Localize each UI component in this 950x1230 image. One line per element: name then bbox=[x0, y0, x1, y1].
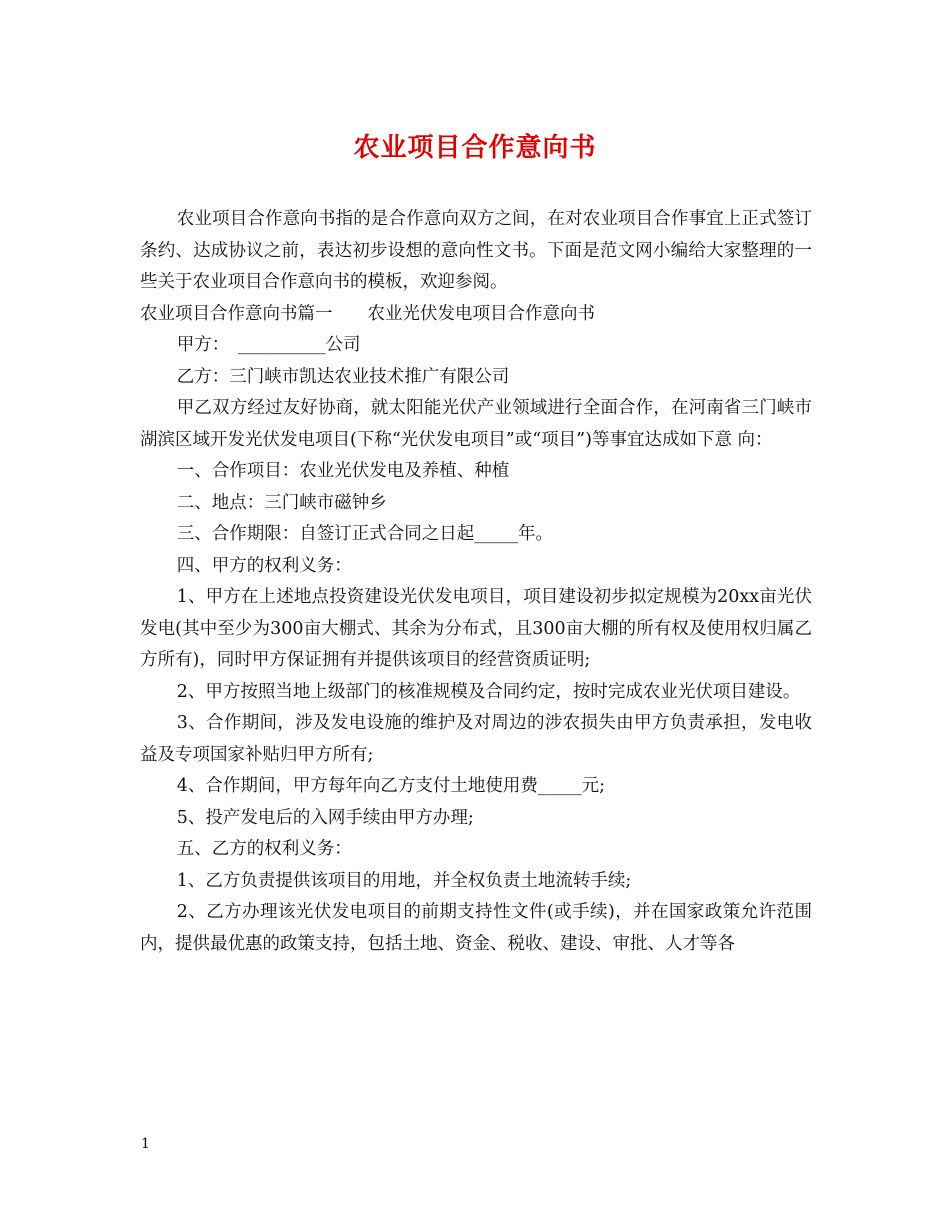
clause-4-item-2: 2、甲方按照当地上级部门的核准规模及合同约定，按时完成农业光伏项目建设。 bbox=[176, 681, 801, 702]
section-heading: 农业项目合作意向书篇一 农业光伏发电项目合作意向书 bbox=[140, 303, 595, 324]
clause-5-item-1: 1、乙方负责提供该项目的用地，并全权负责土地流转手续; bbox=[176, 870, 632, 891]
party-b-line: 乙方：三门峡市凯达农业技术推广有限公司 bbox=[176, 366, 510, 387]
clause-4-item-5: 5、投产发电后的入网手续由甲方办理; bbox=[176, 807, 474, 828]
document-body bbox=[140, 204, 812, 960]
intro-paragraph: 农业项目合作意向书指的是合作意向双方之间，在对农业项目合作事宜上正式签订条约、达成协议之前，表达初步设想的意向性文书。下面是范文网小编给大家整理的一些关于农业项目合作意向书的模板，欢迎参阅。 bbox=[140, 209, 812, 292]
clause-5-heading: 五、乙方的权利义务： bbox=[176, 839, 352, 859]
clause-4-heading: 四、甲方的权利义务： bbox=[176, 555, 352, 576]
clause-5-item-2: 2、乙方办理该光伏发电项目的前期支持性文件(或手续)，并在国家政策允许范围内，提供最优惠的政策支持，包括土地、资金、税收、建设、审批、人才等各 bbox=[140, 902, 812, 954]
agreement-paragraph: 甲乙双方经过友好协商，就太阳能光伏产业领域进行全面合作，在河南省三门峡市湖滨区域开发光伏发电项目(下称“光伏发电项目”或“项目”)等事宜达成如下意 向： bbox=[140, 398, 812, 450]
clause-4-item-1: 1、甲方在上述地点投资建设光伏发电项目，项目建设初步拟定规模为20xx亩光伏发电(其中至少为300亩大棚式、其余为分布式，且300亩大棚的所有权及使用权归属乙方所有)，同时甲方保证拥有并提供该项目的经营资质证明; bbox=[140, 587, 812, 670]
page-number: 1 bbox=[141, 1136, 150, 1152]
clause-3: 三、合作期限：自签订正式合同之日起_____年。 bbox=[176, 524, 553, 544]
clause-4-item-3: 3、合作期间，涉及发电设施的维护及对周边的涉农损失由甲方负责承担，发电收益及专项国家补贴归甲方所有; bbox=[140, 713, 812, 765]
party-a-line: 甲方： __________公司 bbox=[176, 335, 361, 355]
document-title: 农业项目合作意向书 bbox=[353, 133, 597, 163]
clause-4-item-4: 4、合作期间，甲方每年向乙方支付土地使用费_____元; bbox=[176, 776, 606, 796]
clause-2: 二、地点：三门峡市磁钟乡 bbox=[176, 492, 387, 513]
clause-1: 一、合作项目：农业光伏发电及养植、种植 bbox=[176, 461, 510, 481]
